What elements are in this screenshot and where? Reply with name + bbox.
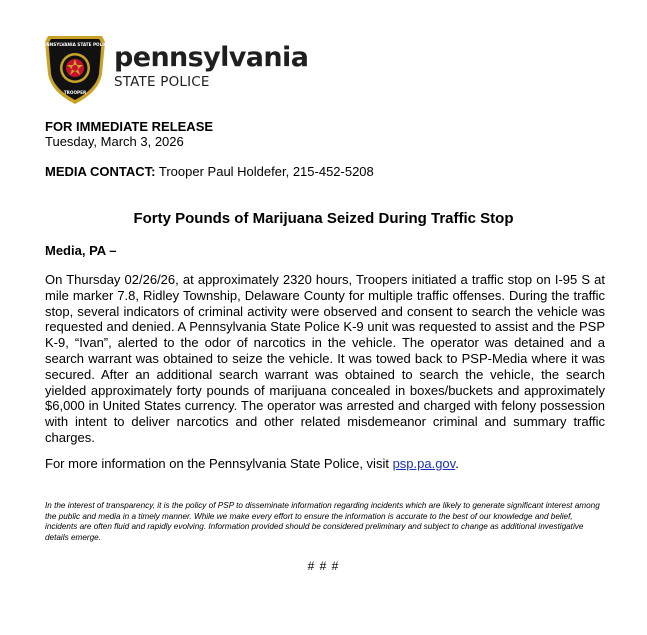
agency-header (40, 34, 344, 106)
media-contact (45, 164, 374, 179)
badge-bottom-text: TROOPER (63, 90, 87, 95)
media-contact-label: MEDIA CONTACT: (45, 164, 156, 179)
more-info (45, 456, 459, 471)
agency-subtitle: STATE POLICE (114, 74, 210, 90)
end-mark: # # # (307, 559, 340, 573)
release-date: Tuesday, March 3, 2026 (45, 134, 184, 149)
agency-name: pennsylvania (114, 42, 309, 73)
agency-wordmark (114, 43, 308, 91)
psp-badge-logo (40, 34, 110, 105)
more-info-suffix: . (455, 456, 459, 471)
badge-top-text: PENNSYLVANIA STATE POLICE (40, 42, 110, 47)
more-info-text: For more information on the Pennsylvania State Police, visit (45, 456, 393, 471)
release-label: FOR IMMEDIATE RELEASE (45, 119, 214, 134)
dateline: Media, PA – (45, 243, 117, 258)
release-headline: Forty Pounds of Marijuana Seized During Traffic Stop (133, 210, 514, 227)
psp-website-link[interactable]: psp.pa.gov (392, 456, 456, 471)
release-body: On Thursday 02/26/26, at approximately 2320 hours, Troopers initiated a traffic stop on I-95 S at mile marker 7.8, Ridley Township, Delaware County for multiple traffic offenses. During the traffic stop, several indicators of criminal activity were observed and consent to search the vehicle was requested and denied. A Pennsylvania State Police K-9 unit was requested to assist and the PSP K-9, “Ivan”, alerted to the odor of narcotics in the vehicle. The operator was detained and a search warrant was obtained to seize the vehicle. It was towed back to PSP-Media where it was secured. After an additional search warrant was obtained to search the vehicle, the search yielded approximately forty pounds of marijuana concealed in boxes/buckets and approximately $6,000 in United States currency. The operator was arrested and charged with felony possession with intent to deliver narcotics and other related misdemeanor criminal and summary traffic charges. (45, 272, 605, 445)
transparency-disclaimer: In the interest of transparency, it is the policy of PSP to disseminate information regarding incidents which are likely to generate significant interest among the public and media in a timely manner. While we make every effort to ensure the information is accurate to the best of our knowledge and belief, incidents are often fluid and rapidly evolving. Information provided should be considered preliminary and subject to change as additional investigative details emerge. (45, 501, 600, 542)
media-contact-value: Trooper Paul Holdefer, 215-452-5208 (158, 164, 374, 179)
release-block (45, 119, 213, 149)
